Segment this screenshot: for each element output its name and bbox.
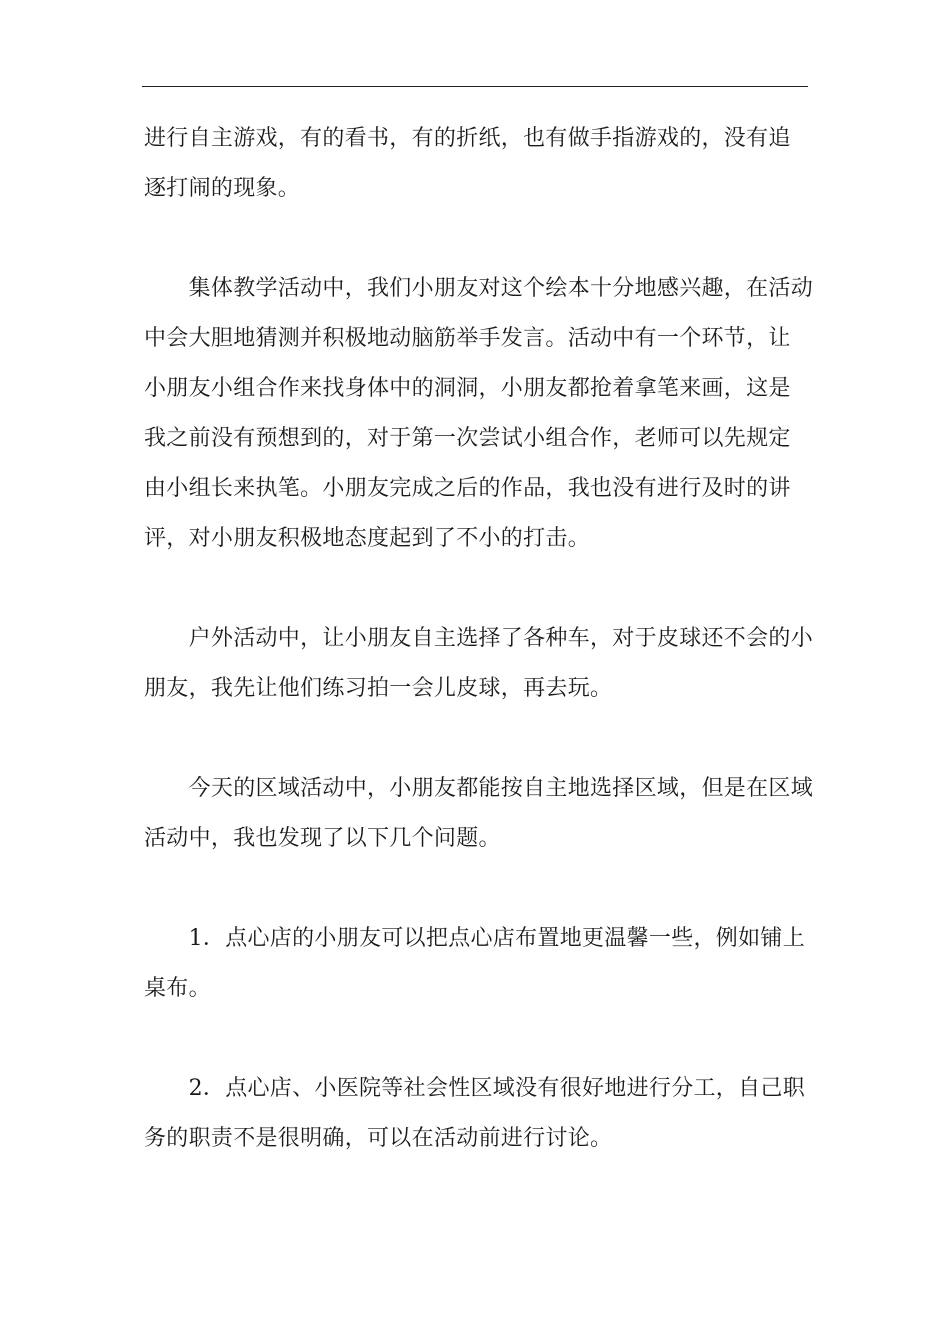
text-line: 集体教学活动中，我们小朋友对这个绘本十分地感兴趣，在活动 (144, 276, 814, 301)
text-line: 中会大胆地猜测并积极地动脑筋举手发言。活动中有一个环节，让 (144, 326, 791, 351)
text-line: 逐打闹的现象。 (144, 176, 301, 201)
body-text (144, 114, 814, 1214)
text-line: 1．点心店的小朋友可以把点心店布置地更温馨一些，例如铺上 (144, 926, 805, 951)
text-line: 今天的区域活动中，小朋友都能按自主地选择区域，但是在区域 (144, 776, 814, 801)
paragraph-free-play (144, 114, 808, 214)
text-line: 进行自主游戏，有的看书，有的折纸，也有做手指游戏的，没有追 (144, 126, 791, 151)
text-line: 小朋友小组合作来找身体中的洞洞，小朋友都抢着拿笔来画，这是 (144, 376, 791, 401)
text-line: 户外活动中，让小朋友自主选择了各种车，对于皮球还不会的小 (144, 626, 814, 651)
text-line: 桌布。 (144, 976, 211, 1001)
text-line: 朋友，我先让他们练习拍一会儿皮球，再去玩。 (144, 676, 613, 701)
header-rule (142, 86, 808, 87)
text-line: 由小组长来执笔。小朋友完成之后的作品，我也没有进行及时的讲 (144, 476, 791, 501)
text-line: 2．点心店、小医院等社会性区域没有很好地进行分工，自己职 (144, 1076, 805, 1101)
text-line: 务的职责不是很明确，可以在活动前进行讨论。 (144, 1126, 613, 1151)
paragraph-issue-1 (144, 914, 808, 1014)
text-line: 活动中，我也发现了以下几个问题。 (144, 826, 501, 851)
paragraph-group-teaching (144, 264, 814, 564)
text-line: 我之前没有预想到的，对于第一次尝试小组合作，老师可以先规定 (144, 426, 791, 451)
text-line: 评，对小朋友积极地态度起到了不小的打击。 (144, 526, 591, 551)
paragraph-issue-2 (144, 1064, 808, 1164)
paragraph-outdoor-activity (144, 614, 814, 714)
paragraph-area-activity (144, 764, 814, 864)
